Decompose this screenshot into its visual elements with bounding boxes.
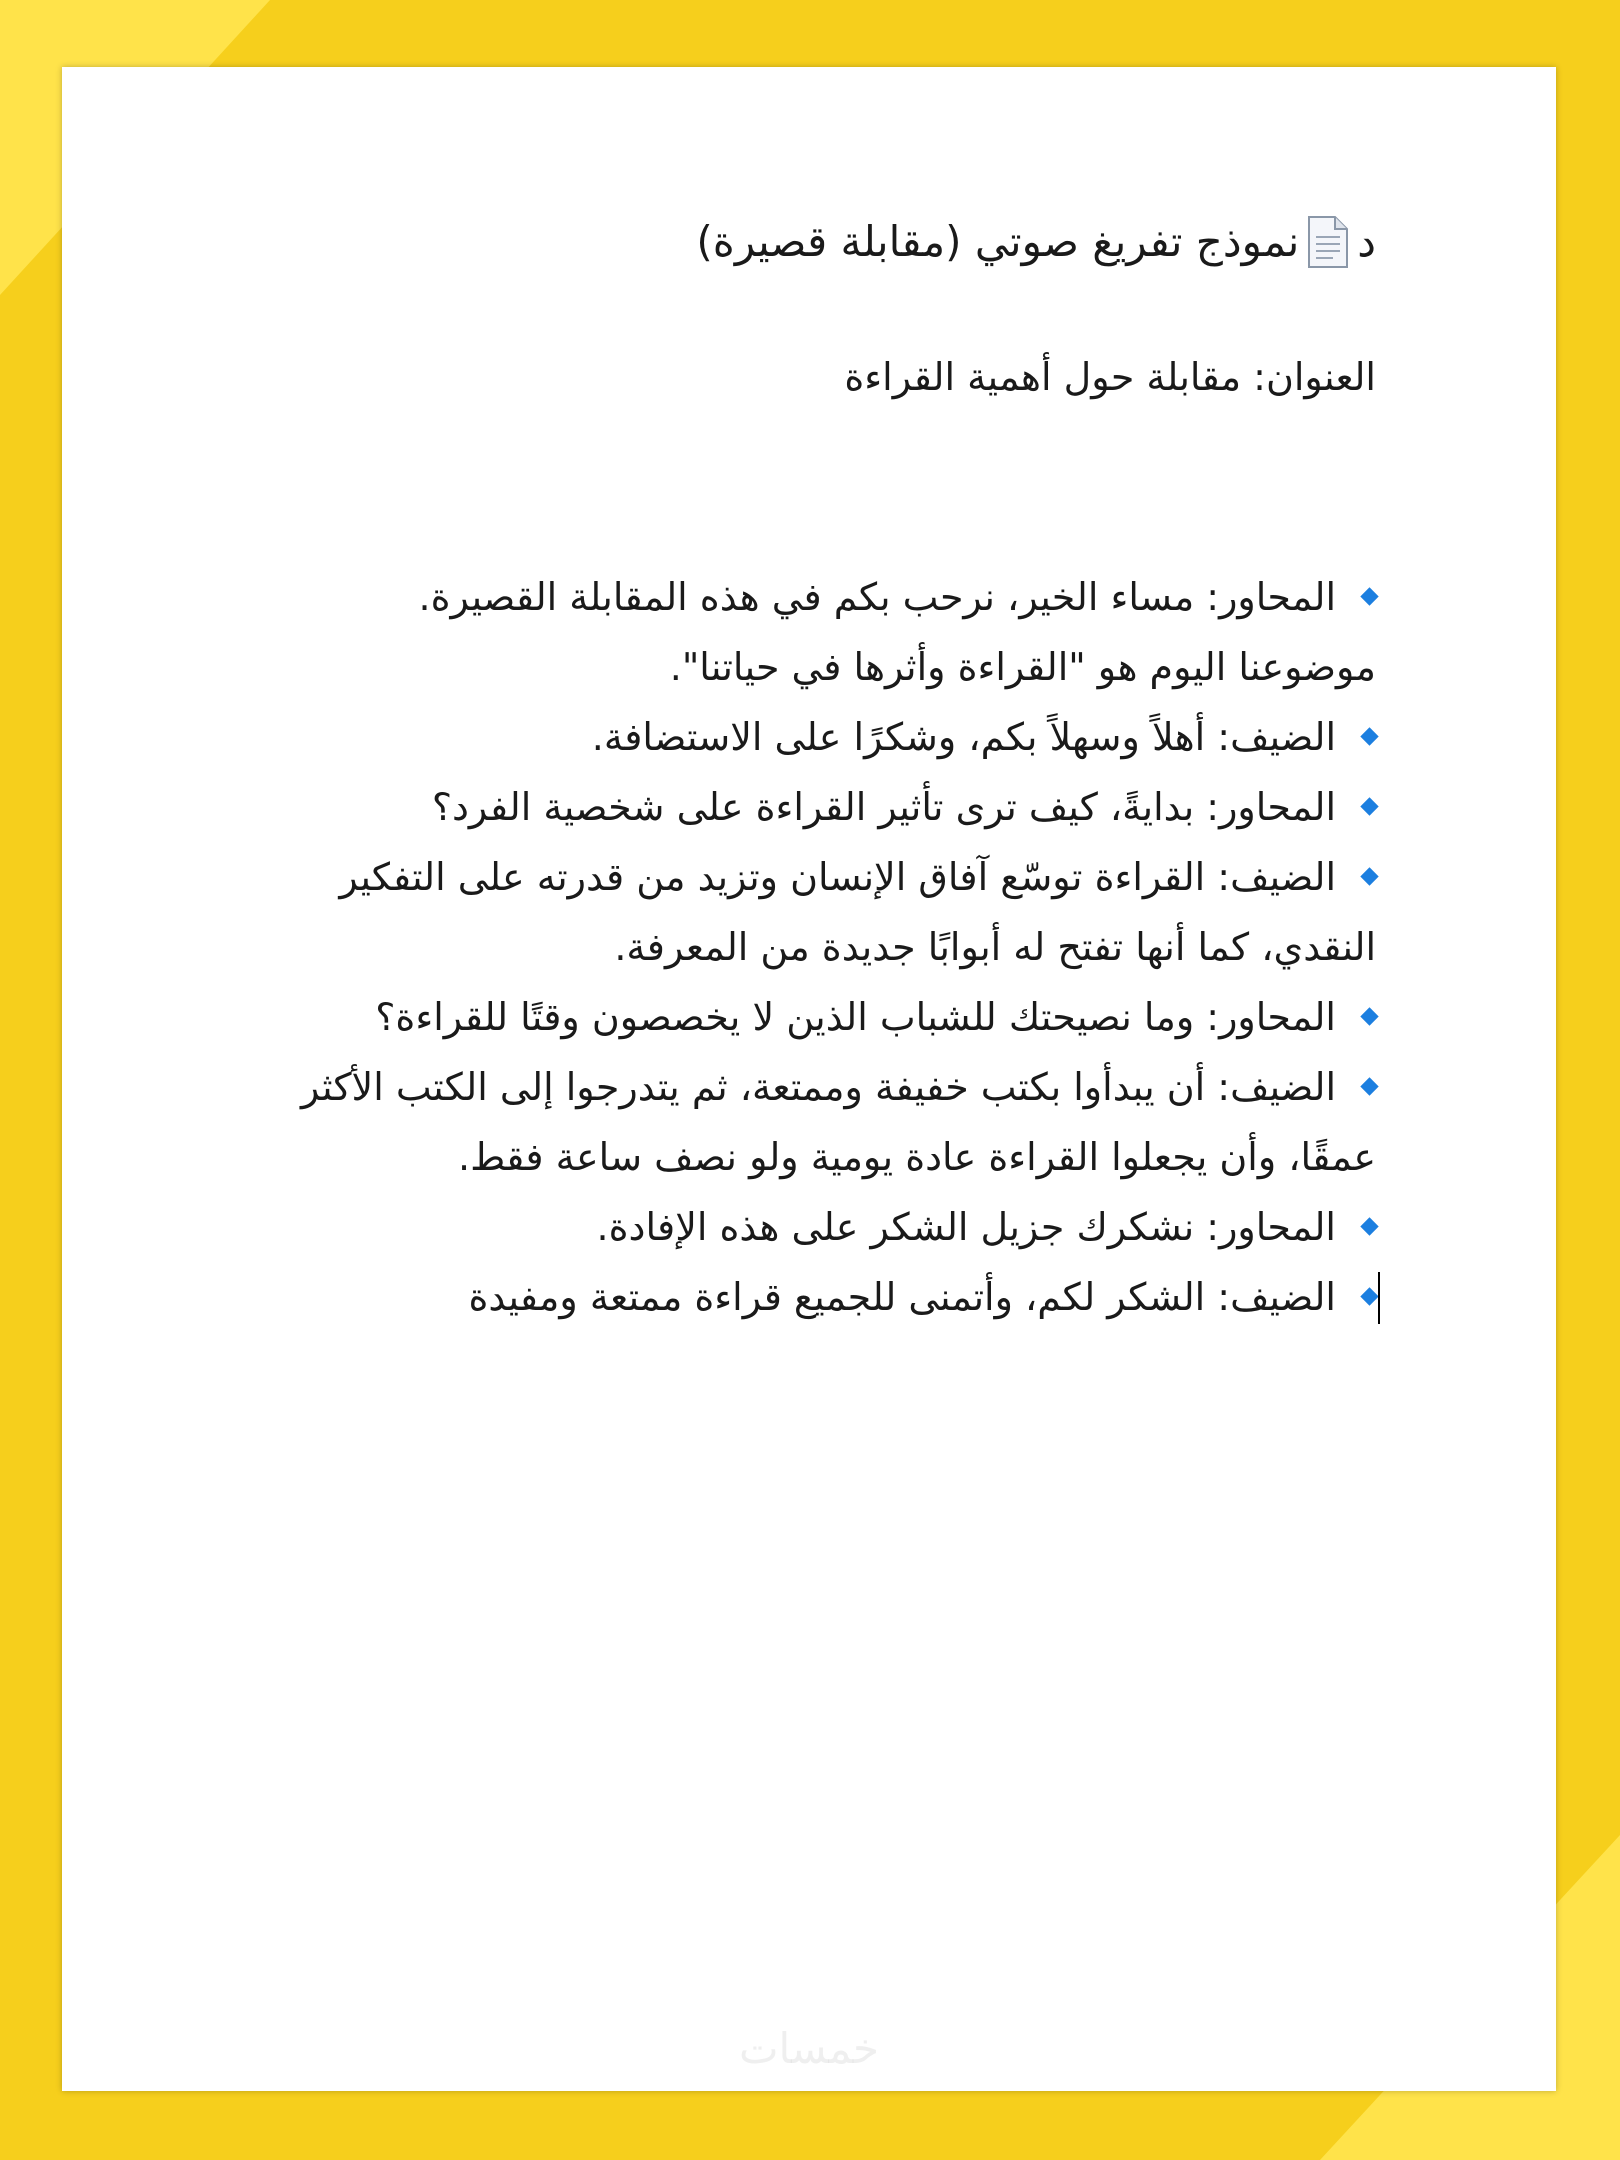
text-cursor xyxy=(1378,1272,1380,1324)
dialogue-line xyxy=(176,1192,1376,1262)
diamond-bullet-icon xyxy=(1360,1077,1378,1095)
dialogue-line-text: المحاور: بدايةً، كيف ترى تأثير القراءة على شخصية الفرد؟ xyxy=(431,785,1336,829)
dialogue-line xyxy=(176,1122,1376,1192)
dialogue-line-text: الضيف: أهلاً وسهلاً بكم، وشكرًا على الاستضافة. xyxy=(591,715,1336,759)
title-prefix: د xyxy=(1357,216,1376,266)
dialogue-line-text: المحاور: نشكرك جزيل الشكر على هذه الإفادة. xyxy=(596,1205,1336,1249)
diamond-bullet-icon xyxy=(1360,587,1378,605)
document-page xyxy=(62,67,1556,2091)
diamond-bullet-icon xyxy=(1360,1007,1378,1025)
document-icon xyxy=(1305,215,1351,269)
dialogue-line-text: الضيف: الشكر لكم، وأتمنى للجميع قراءة ممتعة ومفيدة xyxy=(468,1275,1336,1319)
dialogue-line-text: عمقًا، وأن يجعلوا القراءة عادة يومية ولو نصف ساعة فقط. xyxy=(457,1135,1376,1179)
document-subject: العنوان: مقابلة حول أهمية القراءة xyxy=(844,355,1376,399)
dialogue-line xyxy=(176,772,1376,842)
dialogue-line-text: الضيف: أن يبدأوا بكتب خفيفة وممتعة، ثم يتدرجوا إلى الكتب الأكثر xyxy=(301,1065,1336,1109)
dialogue-line xyxy=(176,632,1376,702)
dialogue-line-text: المحاور: وما نصيحتك للشباب الذين لا يخصصون وقتًا للقراءة؟ xyxy=(375,995,1336,1039)
dialogue-line-text: موضوعنا اليوم هو "القراءة وأثرها في حياتنا". xyxy=(669,645,1376,689)
diamond-bullet-icon xyxy=(1360,727,1378,745)
document-title xyxy=(696,215,1376,269)
dialogue-line xyxy=(176,1052,1376,1122)
dialogue-line-text: الضيف: القراءة توسّع آفاق الإنسان وتزيد من قدرته على التفكير xyxy=(339,855,1336,899)
dialogue-line xyxy=(176,982,1376,1052)
diamond-bullet-icon xyxy=(1360,867,1378,885)
dialogue-line xyxy=(176,702,1376,772)
diamond-bullet-icon xyxy=(1360,1287,1378,1305)
dialogue-line xyxy=(176,1262,1376,1332)
diamond-bullet-icon xyxy=(1360,797,1378,815)
diamond-bullet-icon xyxy=(1360,1217,1378,1235)
dialogue-line xyxy=(176,842,1376,912)
title-text: نموذج تفريغ صوتي (مقابلة قصيرة) xyxy=(696,216,1300,266)
dialogue-line-text: المحاور: مساء الخير، نرحب بكم في هذه المقابلة القصيرة. xyxy=(418,575,1336,619)
dialogue-line xyxy=(176,912,1376,982)
dialogue-line xyxy=(176,562,1376,632)
dialogue-line-text: النقدي، كما أنها تفتح له أبوابًا جديدة من المعرفة. xyxy=(614,925,1376,969)
watermark: خمسات xyxy=(738,2024,880,2073)
dialogue-list xyxy=(176,562,1376,1332)
